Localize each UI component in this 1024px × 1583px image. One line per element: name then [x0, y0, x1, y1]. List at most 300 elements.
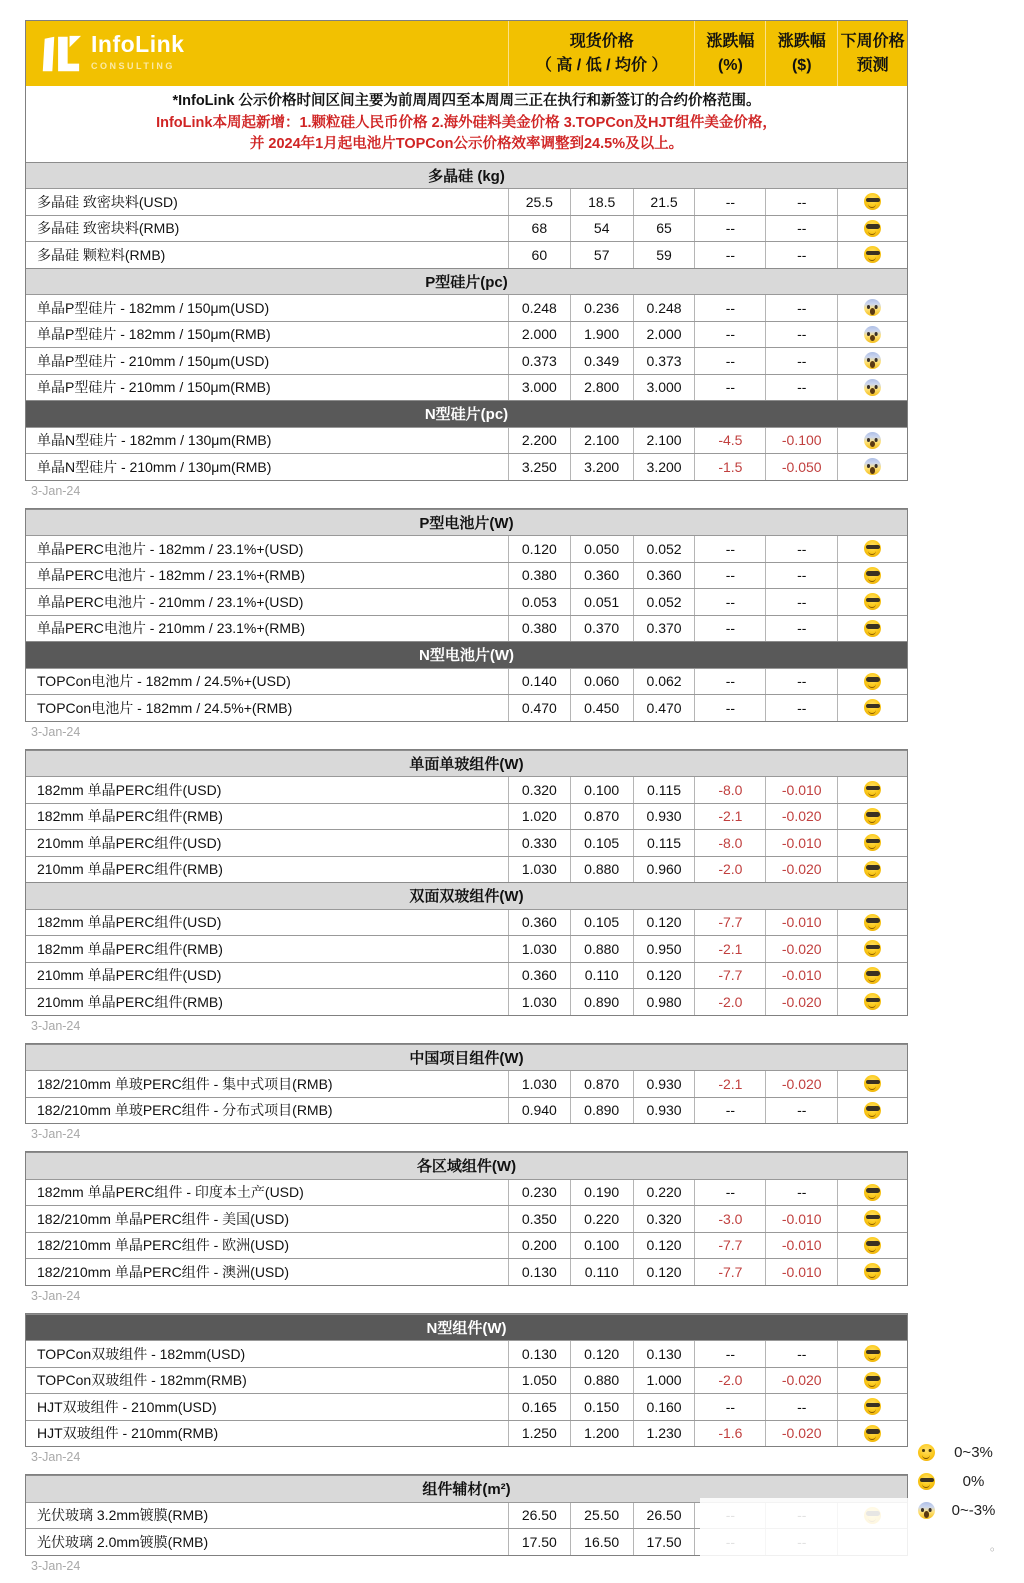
change-pct-cell: --: [694, 375, 765, 401]
table-row: [26, 1097, 907, 1124]
forecast-cell: [837, 1394, 907, 1420]
change-usd-cell: --: [765, 242, 837, 268]
forecast-cool-emoji-icon: [864, 781, 881, 798]
product-name-cell: 多晶硅 颗粒料(RMB): [37, 246, 166, 263]
forecast-cell: [837, 322, 907, 348]
price-avg-cell: 0.960: [633, 857, 695, 883]
legend-cool-emoji-icon: [918, 1473, 935, 1490]
product-name-cell: 182/210mm 单晶PERC组件 - 澳洲(USD): [37, 1263, 290, 1280]
product-name-cell: TOPCon电池片 - 182mm / 24.5%+(USD): [37, 673, 291, 690]
price-avg-cell: 0.373: [633, 348, 695, 374]
notice-line-2: InfoLink本周起新增：1.颗粒硅人民币价格 2.海外硅料美金价格 3.TOPCon及HJT组件美金价格，: [156, 114, 777, 131]
change-pct-cell: --: [694, 669, 765, 695]
legend-scream-emoji-icon: [918, 1502, 935, 1519]
forecast-cell: [837, 428, 907, 454]
table-row: [26, 453, 907, 480]
price-low-cell: 0.105: [570, 910, 633, 936]
price-avg-cell: 0.115: [633, 830, 695, 856]
product-name-cell: 单晶N型硅片 - 182mm / 130μm(RMB): [37, 432, 272, 449]
change-usd-cell: --: [765, 1180, 837, 1206]
product-name-cell: 182mm 单晶PERC组件(RMB): [37, 808, 223, 825]
date-label: 3-Jan-24: [31, 1450, 81, 1464]
date-label: 3-Jan-24: [31, 1558, 81, 1573]
brand-cell: [26, 21, 508, 86]
table-row: [26, 935, 907, 962]
forecast-cool-emoji-icon: [864, 1345, 881, 1362]
table-row: [26, 1393, 907, 1420]
forecast-cell: [837, 910, 907, 936]
price-high-cell: 1.030: [508, 989, 570, 1015]
product-name-cell: TOPCon双玻组件 - 182mm(USD): [37, 1345, 246, 1362]
price-avg-cell: 0.120: [633, 1233, 695, 1259]
watermark-remnant: 。: [989, 1539, 1002, 1553]
table-row: [26, 1367, 907, 1394]
price-low-cell: 0.890: [570, 989, 633, 1015]
banner-header: [26, 21, 907, 86]
product-name-cell: 182/210mm 单晶PERC组件 - 欧洲(USD): [37, 1237, 290, 1254]
table-row: [26, 374, 907, 401]
price-high-cell: 0.120: [508, 536, 570, 562]
price-high-cell: 0.130: [508, 1259, 570, 1285]
change-usd-cell: --: [765, 1341, 837, 1367]
price-low-cell: 0.100: [570, 1233, 633, 1259]
change-pct-cell: --: [694, 695, 765, 721]
price-low-cell: 0.105: [570, 830, 633, 856]
forecast-scream-emoji-icon: [864, 379, 881, 396]
change-pct-cell: -2.1: [694, 1071, 765, 1097]
change-pct-cell: --: [694, 189, 765, 215]
notice-line-3: 并 2024年1月起电池片TOPCon公示价格效率调整到24.5%及以上。: [249, 136, 684, 152]
change-usd-cell: -0.020: [765, 936, 837, 962]
table-row: [26, 856, 907, 883]
forecast-cool-emoji-icon: [864, 808, 881, 825]
price-high-cell: 3.000: [508, 375, 570, 401]
price-high-cell: 0.940: [508, 1098, 570, 1124]
table-block-3: [25, 749, 908, 1016]
price-high-cell: 0.470: [508, 695, 570, 721]
price-low-cell: 18.5: [570, 189, 633, 215]
table-row: [26, 962, 907, 989]
forecast-cell: [837, 1259, 907, 1285]
forecast-cool-emoji-icon: [864, 1102, 881, 1119]
change-usd-cell: --: [765, 695, 837, 721]
change-pct-cell: --: [694, 589, 765, 615]
product-name-cell: 单晶PERC电池片 - 182mm / 23.1%+(USD): [37, 540, 304, 557]
change-pct-cell: --: [694, 295, 765, 321]
price-avg-cell: 0.220: [633, 1180, 695, 1206]
forecast-cell: [837, 1368, 907, 1394]
table-block-1: [25, 20, 908, 481]
table-row: [26, 215, 907, 242]
price-high-cell: 1.030: [508, 1071, 570, 1097]
change-pct-cell: -2.1: [694, 936, 765, 962]
date-label: 3-Jan-24: [31, 1288, 81, 1303]
change-pct-cell: -2.0: [694, 1368, 765, 1394]
price-high-cell: 25.5: [508, 189, 570, 215]
change-usd-cell: --: [765, 348, 837, 374]
forecast-cell: [837, 1180, 907, 1206]
change-pct-cell: --: [694, 1180, 765, 1206]
price-low-cell: 0.220: [570, 1206, 633, 1232]
section-header: N型组件(W): [26, 1314, 907, 1341]
price-avg-cell: 21.5: [633, 189, 695, 215]
price-high-cell: 1.020: [508, 804, 570, 830]
change-usd-cell: -0.020: [765, 989, 837, 1015]
change-pct-cell: --: [694, 1341, 765, 1367]
change-usd-cell: --: [765, 322, 837, 348]
forecast-cool-emoji-icon: [864, 1210, 881, 1227]
forecast-cool-emoji-icon: [864, 193, 881, 210]
legend-item: [918, 1438, 1012, 1467]
change-pct-cell: -7.7: [694, 963, 765, 989]
table-row: [26, 535, 907, 562]
remaining-blocks: [25, 481, 908, 1583]
price-low-cell: 0.050: [570, 536, 633, 562]
price-high-cell: 68: [508, 216, 570, 242]
price-high-cell: 0.130: [508, 1341, 570, 1367]
forecast-header: 下周价格 预测: [837, 21, 907, 86]
price-avg-cell: 0.248: [633, 295, 695, 321]
price-high-cell: 0.140: [508, 669, 570, 695]
change-usd-cell: --: [765, 563, 837, 589]
change-pct-cell: -2.1: [694, 804, 765, 830]
price-high-cell: 0.373: [508, 348, 570, 374]
forecast-cell: [837, 1071, 907, 1097]
forecast-cool-emoji-icon: [864, 1237, 881, 1254]
forecast-cool-emoji-icon: [864, 246, 881, 263]
change-pct-cell: --: [694, 322, 765, 348]
legend-label: 0~3%: [954, 1444, 993, 1461]
product-name-cell: 182mm 单晶PERC组件(USD): [37, 781, 222, 798]
price-avg-cell: 0.930: [633, 804, 695, 830]
price-high-cell: 2.200: [508, 428, 570, 454]
price-high-cell: 0.350: [508, 1206, 570, 1232]
price-avg-cell: 0.950: [633, 936, 695, 962]
forecast-cool-emoji-icon: [864, 914, 881, 931]
forecast-cell: [837, 242, 907, 268]
forecast-cell: [837, 777, 907, 803]
product-name-cell: TOPCon电池片 - 182mm / 24.5%+(RMB): [37, 699, 293, 716]
change-usd-header: 涨跌幅 ($): [765, 21, 837, 86]
forecast-cell: [837, 589, 907, 615]
forecast-cell: [837, 963, 907, 989]
forecast-scream-emoji-icon: [864, 352, 881, 369]
table-row: [26, 188, 907, 215]
forecast-cell: [837, 189, 907, 215]
price-high-cell: 2.000: [508, 322, 570, 348]
price-low-cell: 0.349: [570, 348, 633, 374]
forecast-scream-emoji-icon: [864, 326, 881, 343]
forecast-cool-emoji-icon: [864, 1425, 881, 1442]
forecast-cell: [837, 936, 907, 962]
product-name-cell: 多晶硅 致密块料(USD): [37, 193, 178, 210]
product-name-cell: 182/210mm 单玻PERC组件 - 分布式项目(RMB): [37, 1102, 333, 1119]
change-usd-cell: --: [765, 669, 837, 695]
change-pct-cell: --: [694, 348, 765, 374]
forecast-scream-emoji-icon: [864, 299, 881, 316]
change-pct-cell: -8.0: [694, 830, 765, 856]
table-row: [26, 347, 907, 374]
table-row: [26, 427, 907, 454]
change-usd-cell: -0.010: [765, 830, 837, 856]
change-pct-cell: --: [694, 216, 765, 242]
change-pct-cell: --: [694, 616, 765, 642]
price-high-cell: 0.200: [508, 1233, 570, 1259]
change-usd-cell: -0.020: [765, 857, 837, 883]
price-low-cell: 0.150: [570, 1394, 633, 1420]
change-usd-cell: -0.010: [765, 777, 837, 803]
product-name-cell: 210mm 单晶PERC组件(RMB): [37, 993, 223, 1010]
price-low-cell: 0.120: [570, 1341, 633, 1367]
forecast-cell: [837, 295, 907, 321]
table-row: [26, 294, 907, 321]
forecast-cell: [837, 1206, 907, 1232]
table-row: [26, 803, 907, 830]
forecast-legend: [918, 1438, 1012, 1525]
change-pct-cell: -2.0: [694, 989, 765, 1015]
forecast-cell: [837, 830, 907, 856]
table-row: [26, 668, 907, 695]
table-block-2: [25, 508, 908, 722]
table-row: [26, 1340, 907, 1367]
change-usd-cell: -0.010: [765, 1259, 837, 1285]
product-name-cell: 210mm 单晶PERC组件(RMB): [37, 861, 223, 878]
section-header: 各区域组件(W): [26, 1152, 907, 1179]
change-pct-cell: -7.7: [694, 1233, 765, 1259]
change-pct-cell: --: [694, 242, 765, 268]
date-label: 3-Jan-24: [31, 724, 81, 739]
price-low-cell: 2.100: [570, 428, 633, 454]
price-low-cell: 54: [570, 216, 633, 242]
price-low-cell: 0.236: [570, 295, 633, 321]
forecast-cool-emoji-icon: [864, 220, 881, 237]
change-pct-cell: -8.0: [694, 777, 765, 803]
price-low-cell: 2.800: [570, 375, 633, 401]
price-high-cell: 1.050: [508, 1368, 570, 1394]
section-header: P型硅片(pc): [26, 268, 907, 295]
forecast-cool-emoji-icon: [864, 593, 881, 610]
legend-smile-emoji-icon: [918, 1444, 935, 1461]
change-pct-cell: -1.6: [694, 1421, 765, 1447]
price-low-cell: 0.360: [570, 563, 633, 589]
change-pct-cell: -7.7: [694, 1259, 765, 1285]
change-usd-cell: --: [765, 189, 837, 215]
forecast-cell: [837, 563, 907, 589]
legend-item: [918, 1496, 1012, 1525]
price-avg-cell: 0.470: [633, 695, 695, 721]
forecast-cell: [837, 669, 907, 695]
change-usd-cell: --: [765, 1394, 837, 1420]
price-high-cell: 60: [508, 242, 570, 268]
change-pct-cell: --: [694, 536, 765, 562]
price-high-cell: 0.248: [508, 295, 570, 321]
brand-subtitle: CONSULTING: [91, 61, 175, 72]
product-name-cell: 单晶PERC电池片 - 182mm / 23.1%+(RMB): [37, 567, 305, 584]
price-avg-cell: 0.370: [633, 616, 695, 642]
price-low-cell: 25.50: [570, 1503, 633, 1529]
price-low-cell: 0.110: [570, 1259, 633, 1285]
change-usd-cell: -0.020: [765, 1368, 837, 1394]
price-avg-cell: 0.160: [633, 1394, 695, 1420]
section-header: P型电池片(W): [26, 509, 907, 536]
table-row: [26, 909, 907, 936]
price-avg-cell: 2.100: [633, 428, 695, 454]
forecast-cool-emoji-icon: [864, 620, 881, 637]
table-row: [26, 1232, 907, 1259]
legend-item: [918, 1467, 1012, 1496]
price-high-cell: 0.380: [508, 616, 570, 642]
notice-block: [26, 86, 907, 162]
table-block-6: [25, 1313, 908, 1448]
forecast-cell: [837, 804, 907, 830]
change-usd-cell: -0.020: [765, 1071, 837, 1097]
product-name-cell: 182mm 单晶PERC组件(RMB): [37, 940, 223, 957]
forecast-cell: [837, 536, 907, 562]
change-usd-cell: -0.020: [765, 804, 837, 830]
price-avg-cell: 0.115: [633, 777, 695, 803]
product-name-cell: 182mm 单晶PERC组件(USD): [37, 914, 222, 931]
forecast-cool-emoji-icon: [864, 699, 881, 716]
brand-name: InfoLink: [91, 31, 185, 58]
table-block-5: [25, 1151, 908, 1286]
price-high-cell: 0.330: [508, 830, 570, 856]
table-row: [26, 241, 907, 268]
forecast-cool-emoji-icon: [864, 834, 881, 851]
change-usd-cell: --: [765, 589, 837, 615]
product-name-cell: 210mm 单晶PERC组件(USD): [37, 967, 222, 984]
product-name-cell: 182mm 单晶PERC组件 - 印度本土产(USD): [37, 1184, 304, 1201]
price-high-cell: 0.053: [508, 589, 570, 615]
price-avg-cell: 2.000: [633, 322, 695, 348]
product-name-cell: 光伏玻璃 3.2mm镀膜(RMB): [37, 1507, 209, 1524]
date-label: 3-Jan-24: [31, 1018, 81, 1033]
price-avg-cell: 65: [633, 216, 695, 242]
price-avg-cell: 0.980: [633, 989, 695, 1015]
block-1-sections: [26, 162, 907, 480]
forecast-cell: [837, 1098, 907, 1124]
product-name-cell: 182/210mm 单玻PERC组件 - 集中式项目(RMB): [37, 1075, 333, 1092]
forecast-cell: [837, 454, 907, 480]
forecast-cool-emoji-icon: [864, 1372, 881, 1389]
price-high-cell: 0.230: [508, 1180, 570, 1206]
change-usd-cell: -0.050: [765, 454, 837, 480]
price-high-cell: 1.250: [508, 1421, 570, 1447]
change-pct-header: 涨跌幅 (%): [694, 21, 765, 86]
forecast-cool-emoji-icon: [864, 1263, 881, 1280]
price-low-cell: 0.051: [570, 589, 633, 615]
forecast-scream-emoji-icon: [864, 432, 881, 449]
price-avg-cell: 1.230: [633, 1421, 695, 1447]
table-row: [26, 988, 907, 1015]
price-avg-cell: 0.062: [633, 669, 695, 695]
forecast-cool-emoji-icon: [864, 1184, 881, 1201]
price-avg-cell: 0.130: [633, 1341, 695, 1367]
forecast-cool-emoji-icon: [864, 940, 881, 957]
change-pct-cell: --: [694, 1098, 765, 1124]
price-high-cell: 1.030: [508, 936, 570, 962]
price-avg-cell: 0.120: [633, 910, 695, 936]
price-low-cell: 0.880: [570, 936, 633, 962]
change-usd-cell: -0.010: [765, 910, 837, 936]
change-pct-cell: -2.0: [694, 857, 765, 883]
section-header: N型电池片(W): [26, 641, 907, 668]
change-pct-cell: --: [694, 1394, 765, 1420]
product-name-cell: 单晶PERC电池片 - 210mm / 23.1%+(RMB): [37, 620, 305, 637]
price-high-cell: 17.50: [508, 1529, 570, 1555]
section-header: 双面双玻组件(W): [26, 882, 907, 909]
product-name-cell: 单晶P型硅片 - 182mm / 150μm(RMB): [37, 326, 271, 343]
change-pct-cell: --: [694, 563, 765, 589]
price-avg-cell: 0.360: [633, 563, 695, 589]
table-row: [26, 1179, 907, 1206]
price-high-cell: 0.165: [508, 1394, 570, 1420]
price-low-cell: 0.370: [570, 616, 633, 642]
price-low-cell: 57: [570, 242, 633, 268]
table-block-4: [25, 1043, 908, 1125]
change-usd-cell: --: [765, 1098, 837, 1124]
forecast-cell: [837, 1233, 907, 1259]
product-name-cell: 单晶P型硅片 - 210mm / 150μm(RMB): [37, 379, 271, 396]
price-avg-cell: 0.320: [633, 1206, 695, 1232]
product-name-cell: TOPCon双玻组件 - 182mm(RMB): [37, 1372, 247, 1389]
table-row: [26, 321, 907, 348]
price-avg-cell: 26.50: [633, 1503, 695, 1529]
legend-label: 0~-3%: [951, 1502, 996, 1519]
price-avg-cell: 59: [633, 242, 695, 268]
price-low-cell: 0.890: [570, 1098, 633, 1124]
table-row: [26, 1258, 907, 1285]
forecast-cool-emoji-icon: [864, 993, 881, 1010]
forecast-cool-emoji-icon: [864, 967, 881, 984]
table-row: [26, 694, 907, 721]
price-avg-cell: 3.200: [633, 454, 695, 480]
legend-label: 0%: [962, 1473, 985, 1490]
price-avg-cell: 0.120: [633, 963, 695, 989]
product-name-cell: 单晶N型硅片 - 210mm / 130μm(RMB): [37, 458, 272, 475]
price-avg-cell: 0.120: [633, 1259, 695, 1285]
price-low-cell: 1.900: [570, 322, 633, 348]
price-low-cell: 1.200: [570, 1421, 633, 1447]
product-name-cell: HJT双玻组件 - 210mm(USD): [37, 1398, 217, 1415]
change-usd-cell: -0.100: [765, 428, 837, 454]
change-usd-cell: -0.020: [765, 1421, 837, 1447]
product-name-cell: 单晶P型硅片 - 210mm / 150μm(USD): [37, 352, 270, 369]
forecast-cool-emoji-icon: [864, 1075, 881, 1092]
table-row: [26, 776, 907, 803]
price-avg-cell: 0.052: [633, 589, 695, 615]
product-name-cell: 210mm 单晶PERC组件(USD): [37, 834, 222, 851]
price-high-cell: 0.360: [508, 910, 570, 936]
change-usd-cell: -0.010: [765, 1206, 837, 1232]
price-high-cell: 26.50: [508, 1503, 570, 1529]
table-row: [26, 829, 907, 856]
table-row: [26, 1070, 907, 1097]
forecast-cool-emoji-icon: [864, 567, 881, 584]
table-row: [26, 588, 907, 615]
change-usd-cell: --: [765, 536, 837, 562]
forecast-cool-emoji-icon: [864, 1398, 881, 1415]
forecast-cell: [837, 1421, 907, 1447]
table-row: [26, 562, 907, 589]
product-name-cell: 单晶PERC电池片 - 210mm / 23.1%+(USD): [37, 593, 304, 610]
price-avg-cell: 1.000: [633, 1368, 695, 1394]
product-name-cell: 光伏玻璃 2.0mm镀膜(RMB): [37, 1533, 209, 1550]
price-avg-cell: 0.930: [633, 1098, 695, 1124]
change-usd-cell: --: [765, 375, 837, 401]
price-low-cell: 0.880: [570, 857, 633, 883]
infolink-logo-icon: [38, 32, 82, 76]
forecast-cool-emoji-icon: [864, 673, 881, 690]
